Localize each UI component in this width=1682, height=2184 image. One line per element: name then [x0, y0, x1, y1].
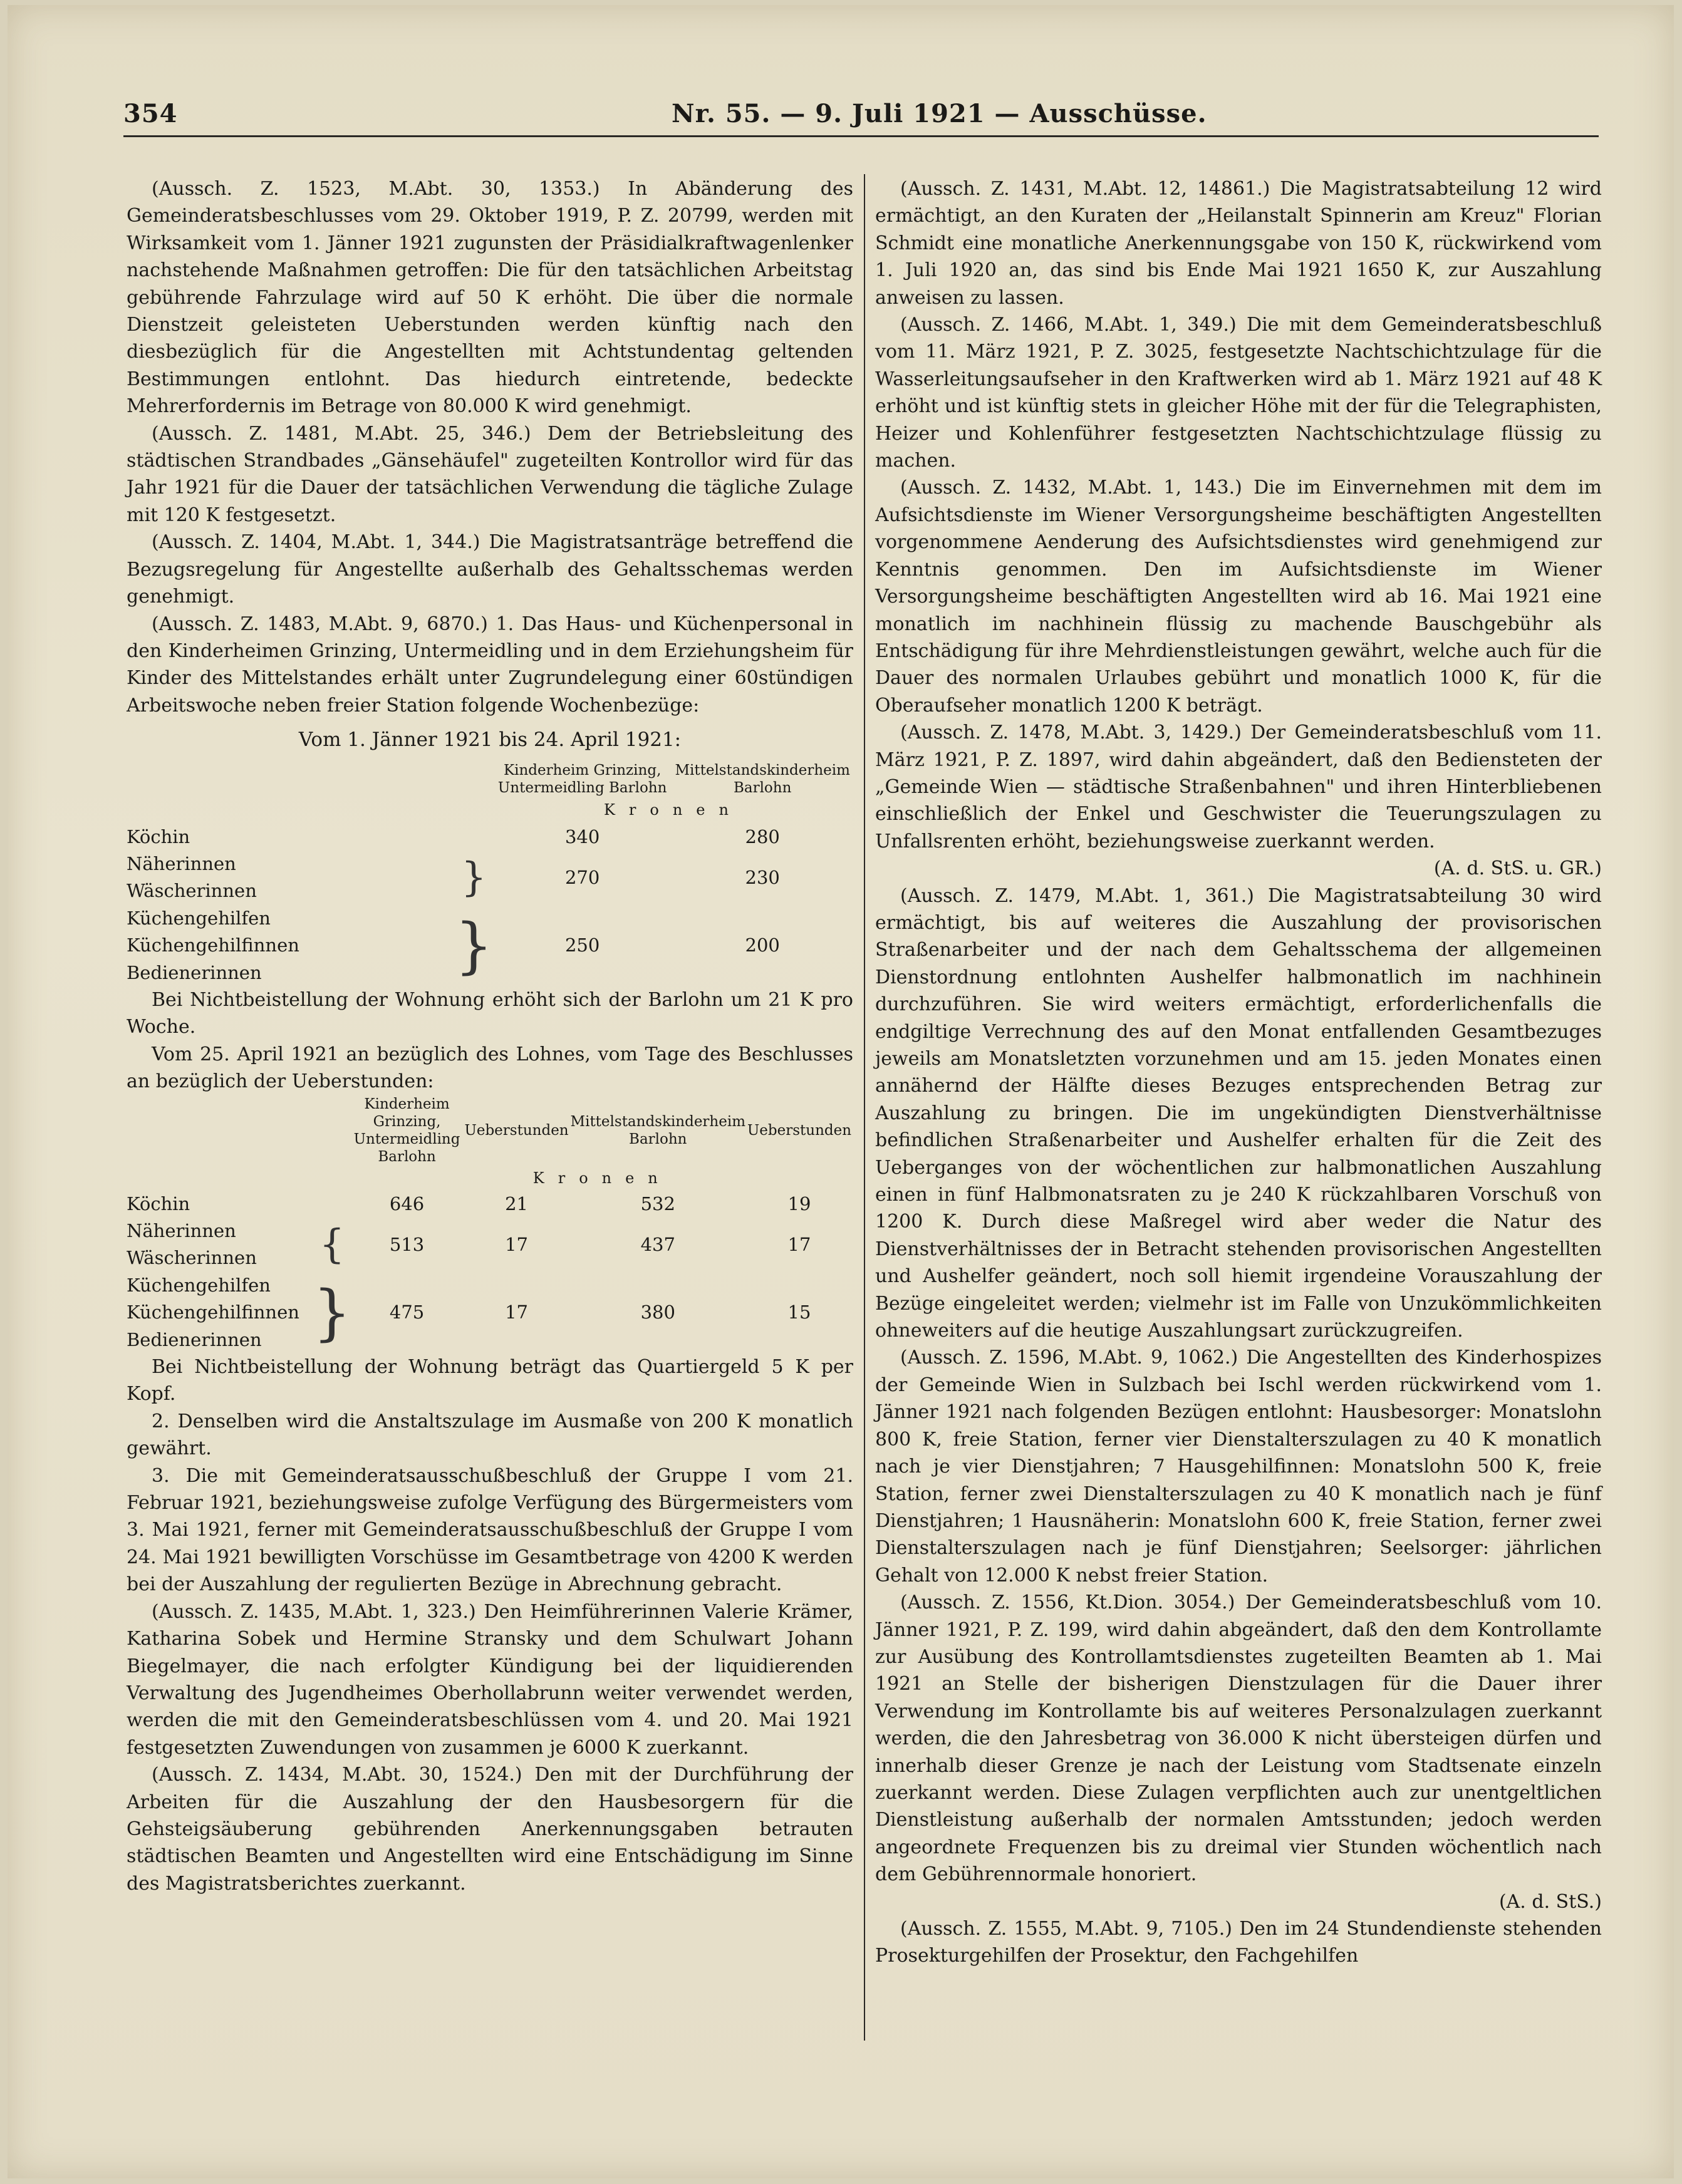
- section-subheading: Vom 1. Jänner 1921 bis 24. April 1921:: [298, 728, 682, 752]
- wage-table-1: [127, 762, 853, 986]
- table-cell: 646: [389, 1193, 425, 1214]
- table-cell: 19: [787, 1193, 811, 1214]
- paragraph: (Aussch. Z. 1435, M.Abt. 1, 323.) Den Heimführerinnen Valerie Krämer, Katharina Sobek und Hermine Stransky und dem Schulwart Johann Biegelmayer, die nach erfolgter Kündigung bei der liquidierenden Verwaltung des Jugendheimes Oberhollabrunn weiter verwendet werden, werden die mit den Gemeinderatsbeschlüssen vom 4. und 20. Mai 1921 festgesetzten Zuwendungen von zusammen je 6000 K zuerkannt.: [127, 1600, 853, 1759]
- table-cell: 280: [745, 825, 780, 847]
- brace: {: [319, 1221, 345, 1268]
- row-label: Küchengehilfinnen: [127, 1302, 299, 1323]
- row-label: Bedienerinnen: [127, 1328, 262, 1350]
- currency-label: Kronen: [532, 1169, 672, 1187]
- paragraph: Bei Nichtbeistellung der Wohnung erhöht sich der Barlohn um 21 K pro Woche.: [127, 988, 853, 1038]
- table-cell: 475: [389, 1302, 425, 1323]
- paragraph: (Aussch. Z. 1555, M.Abt. 9, 7105.) Den im 24 Stundendienste stehenden Prosekturgehilfen der Prosektur, den Fachgehilfen: [875, 1918, 1602, 1967]
- page-header-title: Nr. 55. — 9. Juli 1921 — Ausschüsse.: [672, 99, 1207, 128]
- table-cell: 15: [787, 1302, 811, 1323]
- row-label: Köchin: [127, 1193, 190, 1214]
- currency-label: Kronen: [603, 801, 742, 819]
- table-cell: 340: [564, 825, 600, 847]
- table-header: Ueberstunden: [747, 1122, 852, 1139]
- column-divider: [864, 174, 865, 2041]
- brace: }: [313, 1277, 351, 1348]
- table-cell: 513: [389, 1233, 425, 1255]
- table-header: Mittelstandskinderheim Barlohn: [675, 762, 850, 796]
- paragraph: (Aussch. Z. 1479, M.Abt. 1, 361.) Die Magistratsabteilung 30 wird ermächtigt, bis auf weiteres die Auszahlung der provisorischen Straßenarbeiter und der nach dem Gehaltsschema der allgemeinen Dienstordnung entlohnten Aushelfer halbmonatlich im nachhinein durchzuführen. Sie wird weiters ermächtigt, erforderlichenfalls die endgiltige Verrechnung des auf den Monat entfallenden Gesamtbezuges jeweils am Monatsletzten vorzunehmen und am 15. jeden Monates einen annähernd der Hälfte dieses Bezuges entsprechenden Betrag zur Auszahlung zu bringen. Die im ungekündigten Dienstverhältnisse befindlichen Straßenarbeiter und Aushelfer erhalten für die Zeit des Ueberganges von der wöchentlichen zur halbmonatlichen Auszahlung einen in fünf Halbmonatsraten zu je 240 K rückzahlbaren Vorschuß von 1200 K. Durch diese Maßregel wird aber weder die Natur des Dienstverhältnisses der in Betracht stehenden provisorischen Angestellten und Aushelfer geändert, noch soll hiemit irgendeine Vorauszahlung der Bezüge eingeleitet werden; vielmehr ist im Falle von Unzukömmlichkeiten ohneweiters auf die heutige Auszahlungsart zurückzugreifen.: [875, 884, 1602, 1342]
- paragraph: (Aussch. Z. 1434, M.Abt. 30, 1524.) Den mit der Durchführung der Arbeiten für die Auszahlung der den Hausbesorgern für die Gehsteigsäuberung gebührenden Anerkennungsgaben betrauten städtischen Beamten und Angestellten wird eine Entschädigung im Sinne des Magistratsberichtes zuerkannt.: [127, 1764, 853, 1895]
- approval-note: (A. d. StS. u. GR.): [1433, 857, 1602, 880]
- newspaper-page: [8, 5, 1674, 2178]
- row-label: Köchin: [127, 825, 190, 847]
- table-header: Mittelstandskinderheim Barlohn: [570, 1113, 746, 1147]
- paragraph: (Aussch. Z. 1523, M.Abt. 30, 1353.) In Abänderung des Gemeinderatsbeschlusses vom 29. Oktober 1919, P. Z. 20799, werden mit Wirksamkeit vom 1. Jänner 1921 zugunsten der Präsidialkraftwagenlenker nachstehende Maßnahmen getroffen: Die für den tatsächlichen Arbeitstag gebührende Fahrzulage wird auf 50 K erhöht. Die über die normale Dienstzeit geleisteten Ueberstunden werden künftig nach den diesbezüglich für die Angestellten mit Achtstundentag geltenden Bestimmungen entlohnt. Das hiedurch eintretende, bedeckte Mehrerfordernis im Betrage von 80.000 K wird genehmigt.: [127, 178, 853, 418]
- header-rule: [123, 135, 1599, 137]
- paragraph: (Aussch. Z. 1431, M.Abt. 12, 14861.) Die Magistratsabteilung 12 wird ermächtigt, an den Kuraten der „Heilanstalt Spinnerin am Kreuz" Florian Schmidt eine monatliche Anerkennungsgabe von 150 K, rückwirkend vom 1. Juli 1920 an, das sind bis Ende Mai 1921 1650 K, zur Auszahlung anweisen zu lassen.: [875, 178, 1602, 309]
- paragraph: (Aussch. Z. 1481, M.Abt. 25, 346.) Dem der Betriebsleitung des städtischen Strandbades „Gänsehäufel" zugeteilten Kontrollor wird für das Jahr 1921 für die Dauer der tatsächlichen Verwendung die tägliche Zulage mit 120 K festgesetzt.: [127, 422, 853, 526]
- row-label: Wäscherinnen: [127, 1247, 257, 1269]
- paragraph: (Aussch. Z. 1478, M.Abt. 3, 1429.) Der Gemeinderatsbeschluß vom 11. März 1921, P. Z. 1897, wird dahin abgeändert, daß den Bediensteten der „Gemeinde Wien — städtische Straßenbahnen" und ihren Hinterbliebenen einschließlich der Enkel und Geschwister die Teuerungszulagen zu Unfallsrenten erhöht, beziehungsweise zuerkannt werden.: [875, 722, 1602, 852]
- brace: }: [461, 854, 487, 901]
- paragraph: (Aussch. Z. 1404, M.Abt. 1, 344.) Die Magistratsanträge betreffend die Bezugsregelung für Angestellte außerhalb des Gehaltsschemas werden genehmigt.: [127, 531, 853, 608]
- table-header: Kinderheim Grinzing, Untermeidling Barlohn: [353, 1095, 460, 1165]
- paragraph: (Aussch. Z. 1432, M.Abt. 1, 143.) Die im Einvernehmen mit dem im Aufsichtsdienste im Wiener Versorgungsheime beschäftigten Angestellten vorgenommene Aenderung des Aufsichtsdienstes wird genehmigend zur Kenntnis genommen. Den im Aufsichtsdienste im Wiener Versorgungsheime beschäftigten Angestellten wird ab 16. Mai 1921 eine monatlich im nachhinein flüssig zu machende Bauschgebühr als Entschädigung für ihre Mehrdienstleistungen gewährt, welche auch für die Dauer des normalen Urlaubes gebührt und monatlich 1000 K, für die Oberaufseher monatlich 1200 K beträgt.: [875, 477, 1602, 717]
- row-label: Küchengehilfinnen: [127, 934, 299, 956]
- right-column: [875, 175, 1602, 1970]
- row-label: Bedienerinnen: [127, 961, 262, 983]
- table-cell: 250: [564, 934, 600, 956]
- paragraph: (Aussch. Z. 1596, M.Abt. 9, 1062.) Die Angestellten des Kinderhospizes der Gemeinde Wien in Sulzbach bei Ischl werden rückwirkend vom 1. Jänner 1921 nach folgenden Bezügen entlohnt: Hausbesorger: Monatslohn 800 K, freie Station, ferner vier Dienstalterszulagen zu 40 K monatlich nach je vier Dienstjahren; 7 Hausgehilfinnen: Monatslohn 500 K, freie Station, ferner zwei Dienstalterszulagen zu 40 K monatlich nach je fünf Dienstjahren; 1 Hausnäherin: Monatslohn 600 K, freie Station, ferner zwei Dienstalterszulagen nach je fünf Dienstjahren; Seelsorger: jährlichen Gehalt von 12.000 K nebst freier Station.: [875, 1347, 1602, 1586]
- table-cell: 200: [745, 934, 780, 956]
- paragraph: Bei Nichtbeistellung der Wohnung beträgt das Quartiergeld 5 K per Kopf.: [127, 1356, 853, 1405]
- paragraph: 3. Die mit Gemeinderatsausschußbeschluß der Gruppe I vom 21. Februar 1921, beziehungsweise zufolge Verfügung des Bürgermeisters vom 3. Mai 1921, ferner mit Gemeinderatsausschußbeschluß der Gruppe I vom 24. Mai 1921 bewilligten Vorschüsse im Gesamtbetrage von 4200 K werden bei der Auszahlung der regulierten Bezüge in Abrechnung gebracht.: [127, 1464, 853, 1596]
- paragraph: (Aussch. Z. 1483, M.Abt. 9, 6870.) 1. Das Haus- und Küchenpersonal in den Kinderheimen Grinzing, Untermeidling und in dem Erziehungsheim für Kinder des Mittelstandes erhält unter Zugrundelegung einer 60stündigen Arbeitswoche neben freier Station folgende Wochenbezüge:: [127, 613, 853, 717]
- wage-table-2: [127, 1095, 853, 1353]
- brace: }: [454, 910, 493, 981]
- table-cell: 380: [640, 1302, 675, 1323]
- table-cell: 21: [505, 1193, 528, 1214]
- paragraph: Vom 25. April 1921 an bezüglich des Lohnes, vom Tage des Beschlusses an bezüglich der Ueberstunden:: [127, 1043, 853, 1093]
- table-cell: 532: [640, 1193, 675, 1214]
- row-label: Wäscherinnen: [127, 880, 257, 902]
- table-cell: 17: [787, 1233, 811, 1255]
- table-cell: 270: [564, 866, 600, 888]
- paragraph: 2. Denselben wird die Anstaltszulage im Ausmaße von 200 K monatlich gewährt.: [127, 1410, 853, 1460]
- table-header: Kinderheim Grinzing, Untermeidling Barlohn: [497, 762, 667, 796]
- row-label: Näherinnen: [127, 852, 236, 874]
- page-number: 354: [123, 99, 178, 128]
- table-header: Ueberstunden: [464, 1122, 569, 1139]
- row-label: Küchengehilfen: [127, 1274, 271, 1296]
- paragraph: (Aussch. Z. 1556, Kt.Dion. 3054.) Der Gemeinderatsbeschluß vom 10. Jänner 1921, P. Z. 199, wird dahin abgeändert, daß den dem Kontrollamte zur Ausübung des Kontrollamtsdienstes zugeteilten Beamten ab 1. Mai 1921 an Stelle der bisherigen Dienstzulagen für die Dauer ihrer Verwendung im Kontrollamte bis auf weiteres Personalzulagen zuerkannt werden, die den Jahresbetrag von 36.000 K nicht übersteigen dürfen und innerhalb dieser Grenze je nach der Leistung vom Stadtsenate einzeln zuerkannt werden. Diese Zulagen verpflichten auch zur unentgeltlichen Dienstleistung außerhalb der normalen Amtsstunden; jedoch werden angeordnete Frequenzen bis zu dreimal vier Stunden wöchentlich nach dem Gebührennormale honoriert.: [875, 1591, 1602, 1886]
- row-label: Küchengehilfen: [127, 907, 271, 929]
- paragraph: (Aussch. Z. 1466, M.Abt. 1, 349.) Die mit dem Gemeinderatsbeschluß vom 11. März 1921, P. Z. 3025, festgesetzte Nachtschichtzulage für die Wasserleitungsaufseher in den Kraftwerken wird ab 1. März 1921 auf 48 K erhöht und ist künftig stets in gleicher Höhe mit der für die Telegraphisten, Heizer und Kohlenführer festgesetzten Nachtschichtzulage flüssig zu machen.: [875, 314, 1602, 472]
- row-label: Näherinnen: [127, 1220, 236, 1241]
- table-cell: 437: [640, 1233, 675, 1255]
- table-cell: 230: [745, 866, 780, 888]
- table-cell: 17: [505, 1302, 528, 1323]
- left-column: [127, 175, 853, 1897]
- approval-note: (A. d. StS.): [1498, 1890, 1602, 1913]
- table-cell: 17: [505, 1233, 528, 1255]
